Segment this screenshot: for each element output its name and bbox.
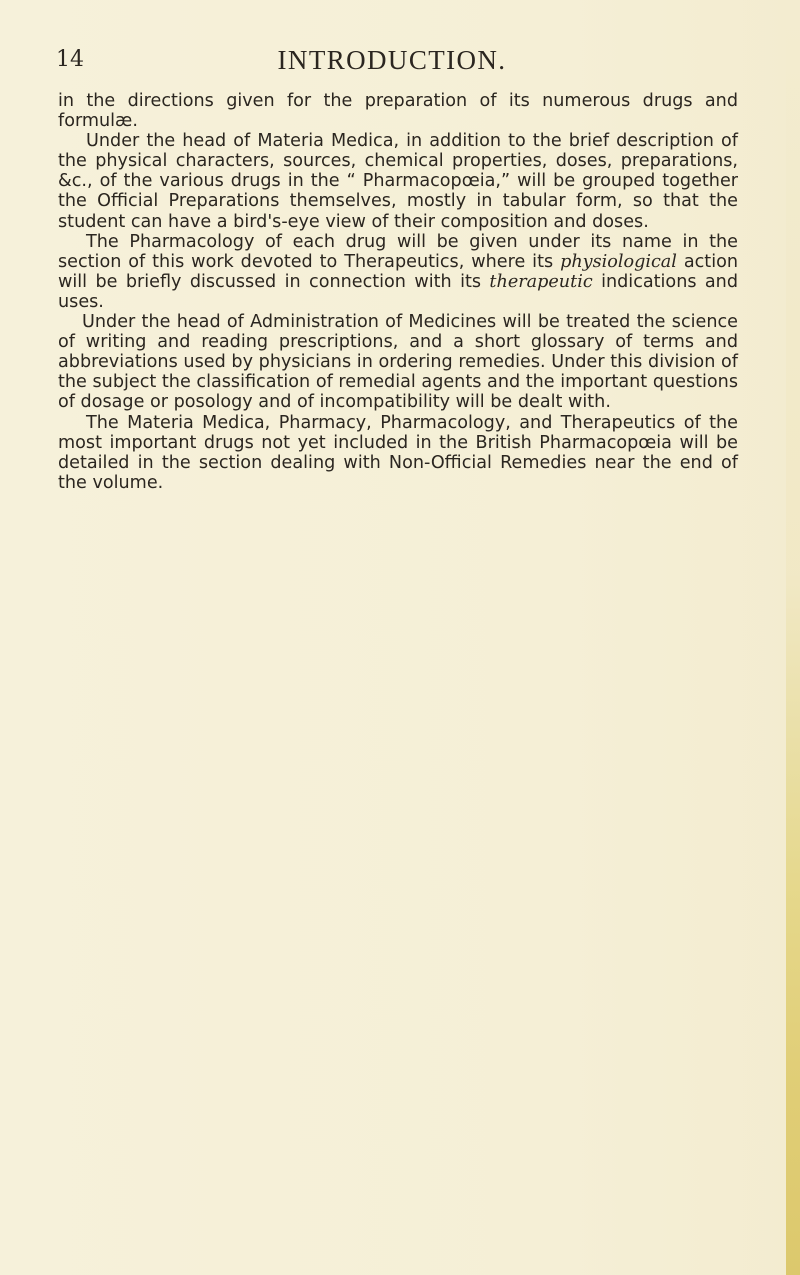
paragraph-3-part-2: action will be briefly discussed in connection with its bbox=[58, 251, 738, 292]
paragraph-5: The Materia Medica, Pharmacy, Pharmacology, and Therapeutics of the most important drugs not yet included in the British Pharmacopœia will be detailed in the section dealing with Non-Official Remedies near the end of the volume. bbox=[58, 412, 738, 493]
paragraph-3-part-3: indications and uses. bbox=[58, 271, 739, 312]
running-head: INTRODUCTION. bbox=[277, 45, 507, 75]
page-header bbox=[56, 40, 728, 80]
paragraph-2: Under the head of Materia Medica, in addition to the brief description of the physical characters, sources, chemical properties, doses, preparations, &c., of the various drugs in the “ Pharmacopœia,” will be grouped together the Official Preparations themselves, mostly in tabular form, so that the student can have a bird's-eye view of their composition and doses. bbox=[58, 131, 738, 232]
body-text bbox=[58, 91, 738, 493]
page-edge-shading bbox=[786, 0, 800, 1275]
paragraph-3 bbox=[58, 232, 738, 312]
page-number: 14 bbox=[56, 47, 84, 72]
italic-therapeutic: therapeutic bbox=[489, 271, 593, 292]
paragraph-3-part-1: The Pharmacology of each drug will be given under its name in the section of this work devoted to Therapeutics, where its bbox=[58, 231, 738, 272]
paragraph-4: Under the head of Administration of Medicines will be treated the science of writing and reading prescriptions, and a short glossary of terms and abbreviations used by physicians in ordering remedies. Under this division of the subject the classification of remedial agents and the important questions of dosage or posology and of incompatibility will be dealt with. bbox=[58, 312, 738, 413]
italic-physiological: physiological bbox=[560, 251, 677, 272]
paragraph-1: in the directions given for the preparation of its numerous drugs and formulæ. bbox=[58, 91, 738, 132]
